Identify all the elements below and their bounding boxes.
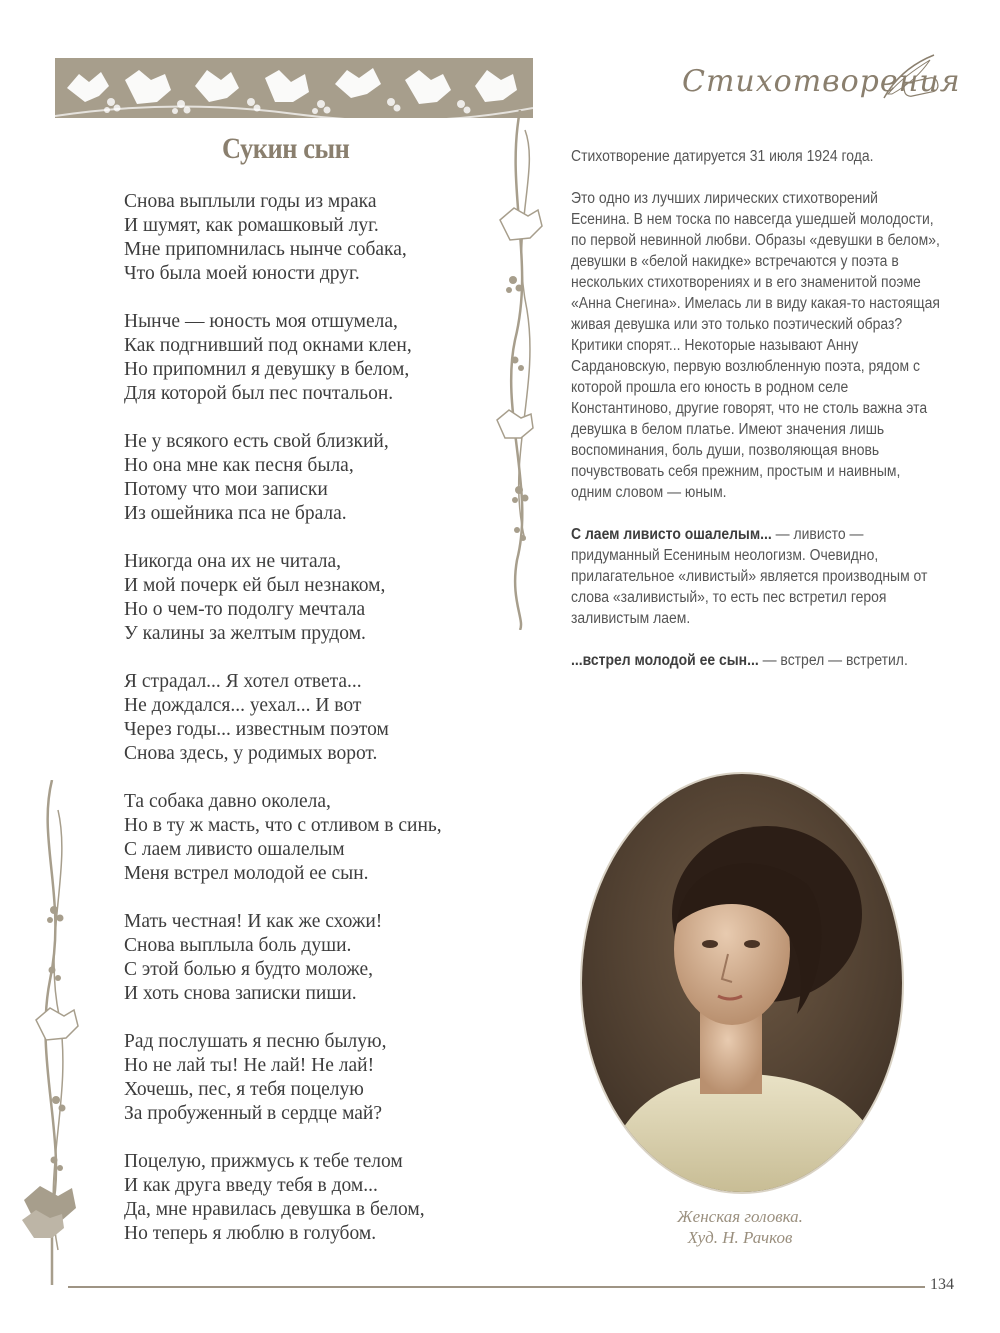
poem-line: С этой болью я будто моложе,: [124, 959, 373, 980]
poem-line: Меня встрел молодой ее сын.: [124, 863, 369, 884]
poem-line: Никогда она их не читала,: [124, 551, 342, 572]
poem-line: Снова выплыли годы из мрака: [124, 191, 377, 212]
stanza: [124, 670, 504, 766]
glossary-term: С лаем ливисто ошалелым...: [571, 526, 772, 543]
poem-line: И мой почерк ей был незнаком,: [124, 575, 386, 596]
glossary-definition: — ливисто — придуманный Есениным неологизм. Очевидно, прилагательное «ливистый» является производным от слова «заливистый», то есть пес встретил героя заливистым лаем.: [571, 526, 928, 627]
grapevine-border-ornament: [55, 58, 533, 118]
section-header: [682, 50, 961, 110]
caption-title: Женская головка.: [677, 1207, 803, 1226]
poem-line: Но теперь я люблю в голубом.: [124, 1223, 377, 1244]
poem-line: Что была моей юности друг.: [124, 263, 360, 284]
page-number: 134: [930, 1276, 954, 1293]
poem-line: За пробуженный в сердце май?: [124, 1103, 383, 1124]
poem-line: Но о чем-то подолгу мечтала: [124, 599, 366, 620]
poem-line: Я страдал... Я хотел ответа...: [124, 671, 362, 692]
poem-line: Мне припомнилась нынче собака,: [124, 239, 407, 260]
stanza: [124, 1150, 504, 1246]
poem-line: Да, мне нравилась девушка в белом,: [124, 1199, 425, 1220]
poem-line: Рад послушать я песню былую,: [124, 1031, 387, 1052]
caption-artist: Худ. Н. Рачков: [687, 1228, 793, 1247]
poem-text: [124, 190, 504, 1270]
poem-line: Нынче — юность моя отшумела,: [124, 311, 398, 332]
glossary-definition: — встрел — встретил.: [758, 652, 908, 669]
glossary-note: [571, 650, 940, 671]
poem-line: И хоть снова записки пиши.: [124, 983, 357, 1004]
commentary-column: [571, 146, 941, 692]
stanza: [124, 1030, 504, 1126]
poem-line: Из ошейника пса не брала.: [124, 503, 347, 524]
commentary-main: Это одно из лучших лирических стихотворений Есенина. В нем тоска по навсегда ушедшей молодости, по первой невинной любви. Образы «девушки в белом», девушки в «белой накидке» встречаются у поэта в нескольких стихотворениях и в его знаменитой поэме «Анна Снегина». Имелась ли в виду какая-то настоящая живая девушка или это только поэтический образ? Критики спорят... Некоторые называют Анну Сардановскую, первую возлюбленную поэта, рядом с которой прошла его юность в родном селе Константиново, другие говорят, что не столь важна эта девушка в белом платье. Имеют значения лишь воспоминания, боль души, позволяющая вновь почувствовать себя прежним, простым и наивным, одним словом — юным.: [571, 190, 940, 501]
poem-line: Снова здесь, у родимых ворот.: [124, 743, 378, 764]
poem-line: У калины за желтым прудом.: [124, 623, 366, 644]
poem-line: Хочешь, пес, я тебя поцелую: [124, 1079, 364, 1100]
vine-ornament-left: [22, 780, 82, 1290]
poem-line: Не дождался... уехал... И вот: [124, 695, 362, 716]
poem-line: Но не лай ты! Не лай! Не лай!: [124, 1055, 375, 1076]
portrait-painting: [580, 772, 904, 1194]
poem-line: Потому что мои записки: [124, 479, 328, 500]
poem-line: Как подгнивший под окнами клен,: [124, 335, 412, 356]
poem-line: Снова выплыла боль души.: [124, 935, 352, 956]
poem-line: Та собака давно околела,: [124, 791, 331, 812]
poem-line: Но она мне как песня была,: [124, 455, 354, 476]
poem-line: Но в ту ж масть, что с отливом в синь,: [124, 815, 442, 836]
date-note: Стихотворение датируется 31 июля 1924 года.: [571, 148, 874, 165]
stanza: [124, 430, 504, 526]
portrait-image: [582, 774, 902, 1192]
stanza: [124, 550, 504, 646]
poem-line: Мать честная! И как же схожи!: [124, 911, 383, 932]
poem-line: Не у всякого есть свой близкий,: [124, 431, 389, 452]
poem-line: Поцелую, прижмусь к тебе телом: [124, 1151, 403, 1172]
poem-line: И как друга введу тебя в дом...: [124, 1175, 378, 1196]
glossary-term: ...встрел молодой ее сын...: [571, 652, 759, 669]
illustration-caption: [600, 1206, 880, 1248]
stanza: [124, 310, 504, 406]
stanza: [124, 910, 504, 1006]
footer-divider: [68, 1286, 925, 1288]
section-title: Стихотворения: [682, 64, 961, 99]
stanza: [124, 790, 504, 886]
quill-scroll-icon: [874, 50, 944, 105]
glossary-note: [571, 524, 940, 629]
poem-line: С лаем ливисто ошалелым: [124, 839, 345, 860]
poem-line: Но припомнил я девушку в белом,: [124, 359, 410, 380]
poem-line: Через годы... известным поэтом: [124, 719, 389, 740]
stanza: [124, 190, 504, 286]
poem-title: Сукин сын: [222, 132, 350, 165]
poem-line: Для которой был пес почтальон.: [124, 383, 394, 404]
poem-line: И шумят, как ромашковый луг.: [124, 215, 379, 236]
